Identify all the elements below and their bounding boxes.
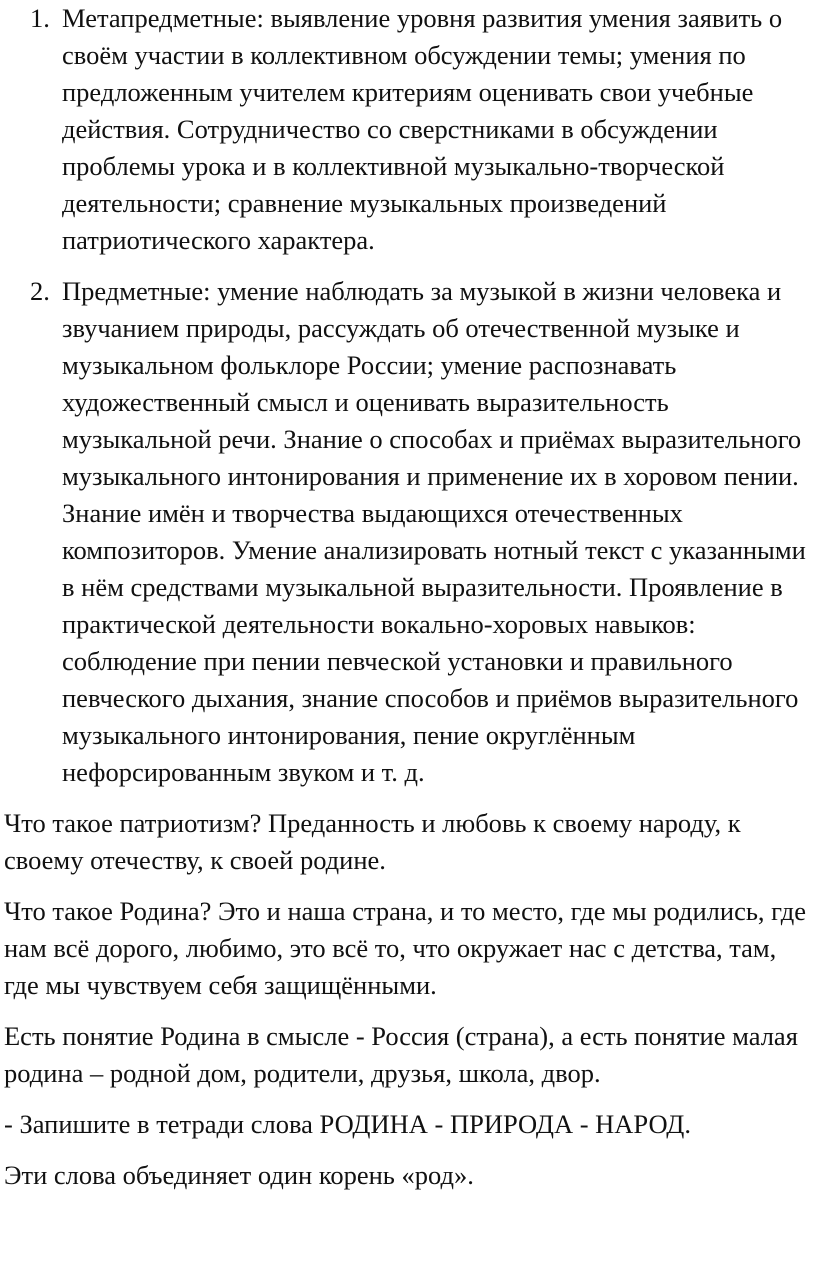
- list-item: [4, 273, 816, 791]
- paragraph-motherland: Что такое Родина? Это и наша страна, и то место, где мы родились, где нам всё дорого, любимо, это всё то, что окружает нас с детства, там, где мы чувствуем себя защищёнными.: [4, 896, 806, 1000]
- paragraph-small-motherland: Есть понятие Родина в смысле - Россия (страна), а есть понятие малая родина – родной дом, родители, друзья, школа, двор.: [4, 1021, 798, 1088]
- list-marker: 1.: [30, 3, 50, 33]
- list-item: [4, 0, 816, 259]
- numbered-list: [4, 0, 816, 791]
- body-text: [4, 805, 816, 1194]
- list-item-text: Предметные: умение наблюдать за музыкой в жизни человека и звучанием природы, рассуждать об отечественной музыке и музыкальном фольклоре России; умение распознавать художественный смысл и оценивать выразительность музыкальной речи. Знание о способах и приёмах выразительного музыкального интонирования и применение их в хоровом пении. Знание имён и творчества выдающихся отечественных композиторов. Умение анализировать нотный текст с указанными в нём средствами музыкальной выразительности. Проявление в практической деятельности вокально-хоровых навыков: соблюдение при пении певческой установки и правильного певческого дыхания, знание способов и приёмов выразительного музыкального интонирования, пение округлённым нефорсированным звуком и т. д.: [62, 276, 806, 787]
- paragraph-task: - Запишите в тетради слова РОДИНА - ПРИРОДА - НАРОД.: [4, 1109, 692, 1139]
- list-item-text: Метапредметные: выявление уровня развития умения заявить о своём участии в коллективном обсуждении темы; умения по предложенным учителем критериям оценивать свои учебные действия. Сотрудничество со сверстниками в обсуждении проблемы урока и в коллективной музыкально-творческой деятельности; сравнение музыкальных произведений патриотического характера.: [62, 3, 783, 255]
- list-marker: 2.: [30, 276, 50, 306]
- paragraph-patriotism: Что такое патриотизм? Преданность и любовь к своему народу, к своему отечеству, к своей родине.: [4, 808, 741, 875]
- paragraph-root-word: Эти слова объединяет один корень «род».: [4, 1160, 474, 1190]
